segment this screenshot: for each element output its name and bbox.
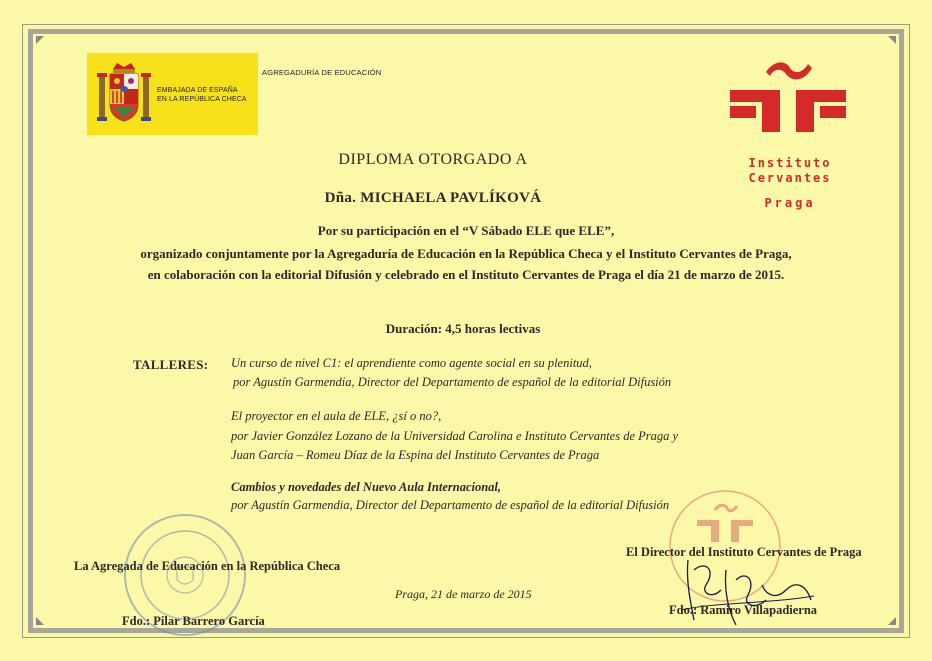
corner-ornament-bottom-left — [36, 617, 44, 625]
left-signatory-name: Fdo.: Pilar Barrero García — [122, 614, 265, 628]
participation-line: Por su participación en el “V Sábado ELE que ELE”, — [317, 223, 615, 238]
workshop-1-presenter: por Agustín Garmendia, Director del Departamento de español de la editorial Difusión — [233, 375, 672, 389]
right-signatory-name: Fdo.: Ramiro Villapadierna — [669, 603, 818, 617]
workshop-2-title: El proyector en el aula de ELE, ¿sí o no?, — [231, 409, 442, 423]
instituto-cervantes-logo-icon — [728, 56, 848, 138]
cervantes-name — [690, 156, 890, 186]
agregaduria-label: AGREGADURÍA DE EDUCACIÓN — [262, 68, 382, 77]
workshop-3-title: Cambios y novedades del Nuevo Aula Internacional, — [231, 480, 502, 494]
diploma-title: DIPLOMA OTORGADO A — [338, 151, 528, 168]
workshop-1-title: Un curso de nivel C1: el aprendiente como agente social en su plenitud, — [231, 356, 592, 370]
cervantes-line-2: Cervantes — [748, 171, 832, 185]
workshop-2-presenter-line-1: por Javier González Lozano de la Universidad Carolina e Instituto Cervantes de Praga y — [231, 429, 679, 443]
embassy-line-2: EN LA REPÚBLICA CHECA — [157, 96, 247, 103]
duration-text: Duración: 4,5 horas lectivas — [385, 321, 541, 336]
talleres-label: TALLERES: — [133, 357, 209, 372]
cervantes-line-1: Instituto — [748, 156, 832, 170]
coat-of-arms-icon — [95, 59, 153, 129]
embassy-name — [157, 86, 247, 104]
collaboration-line: en colaboración con la editorial Difusión y celebrado en el Instituto Cervantes de Praga el día 21 de marzo de 2015. — [147, 267, 785, 282]
workshop-2-presenter-line-2: Juan García – Romeu Díaz de la Espina del Instituto Cervantes de Praga — [231, 448, 600, 462]
corner-ornament-top-left — [36, 36, 44, 44]
organizers-line: organizado conjuntamente por la Agregaduría de Educación en la República Checa y el Instituto Cervantes de Praga, — [140, 246, 792, 261]
embassy-line-1: EMBAJADA DE ESPAÑA — [157, 87, 238, 94]
left-signatory-title: La Agregada de Educación en la República Checa — [74, 559, 341, 573]
place-and-date: Praga, 21 de marzo de 2015 — [395, 587, 532, 601]
cervantes-city: Praga — [764, 196, 816, 210]
corner-ornament-top-right — [888, 36, 896, 44]
recipient-name: Dña. MICHAELA PAVLÍKOVÁ — [324, 190, 542, 206]
workshop-3-presenter: por Agustín Garmendia, Director del Departamento de español de la editorial Difusión — [231, 498, 670, 512]
corner-ornament-bottom-right — [888, 617, 896, 625]
embassy-logo — [87, 53, 258, 135]
right-signatory-title: El Director del Instituto Cervantes de Praga — [626, 545, 862, 559]
